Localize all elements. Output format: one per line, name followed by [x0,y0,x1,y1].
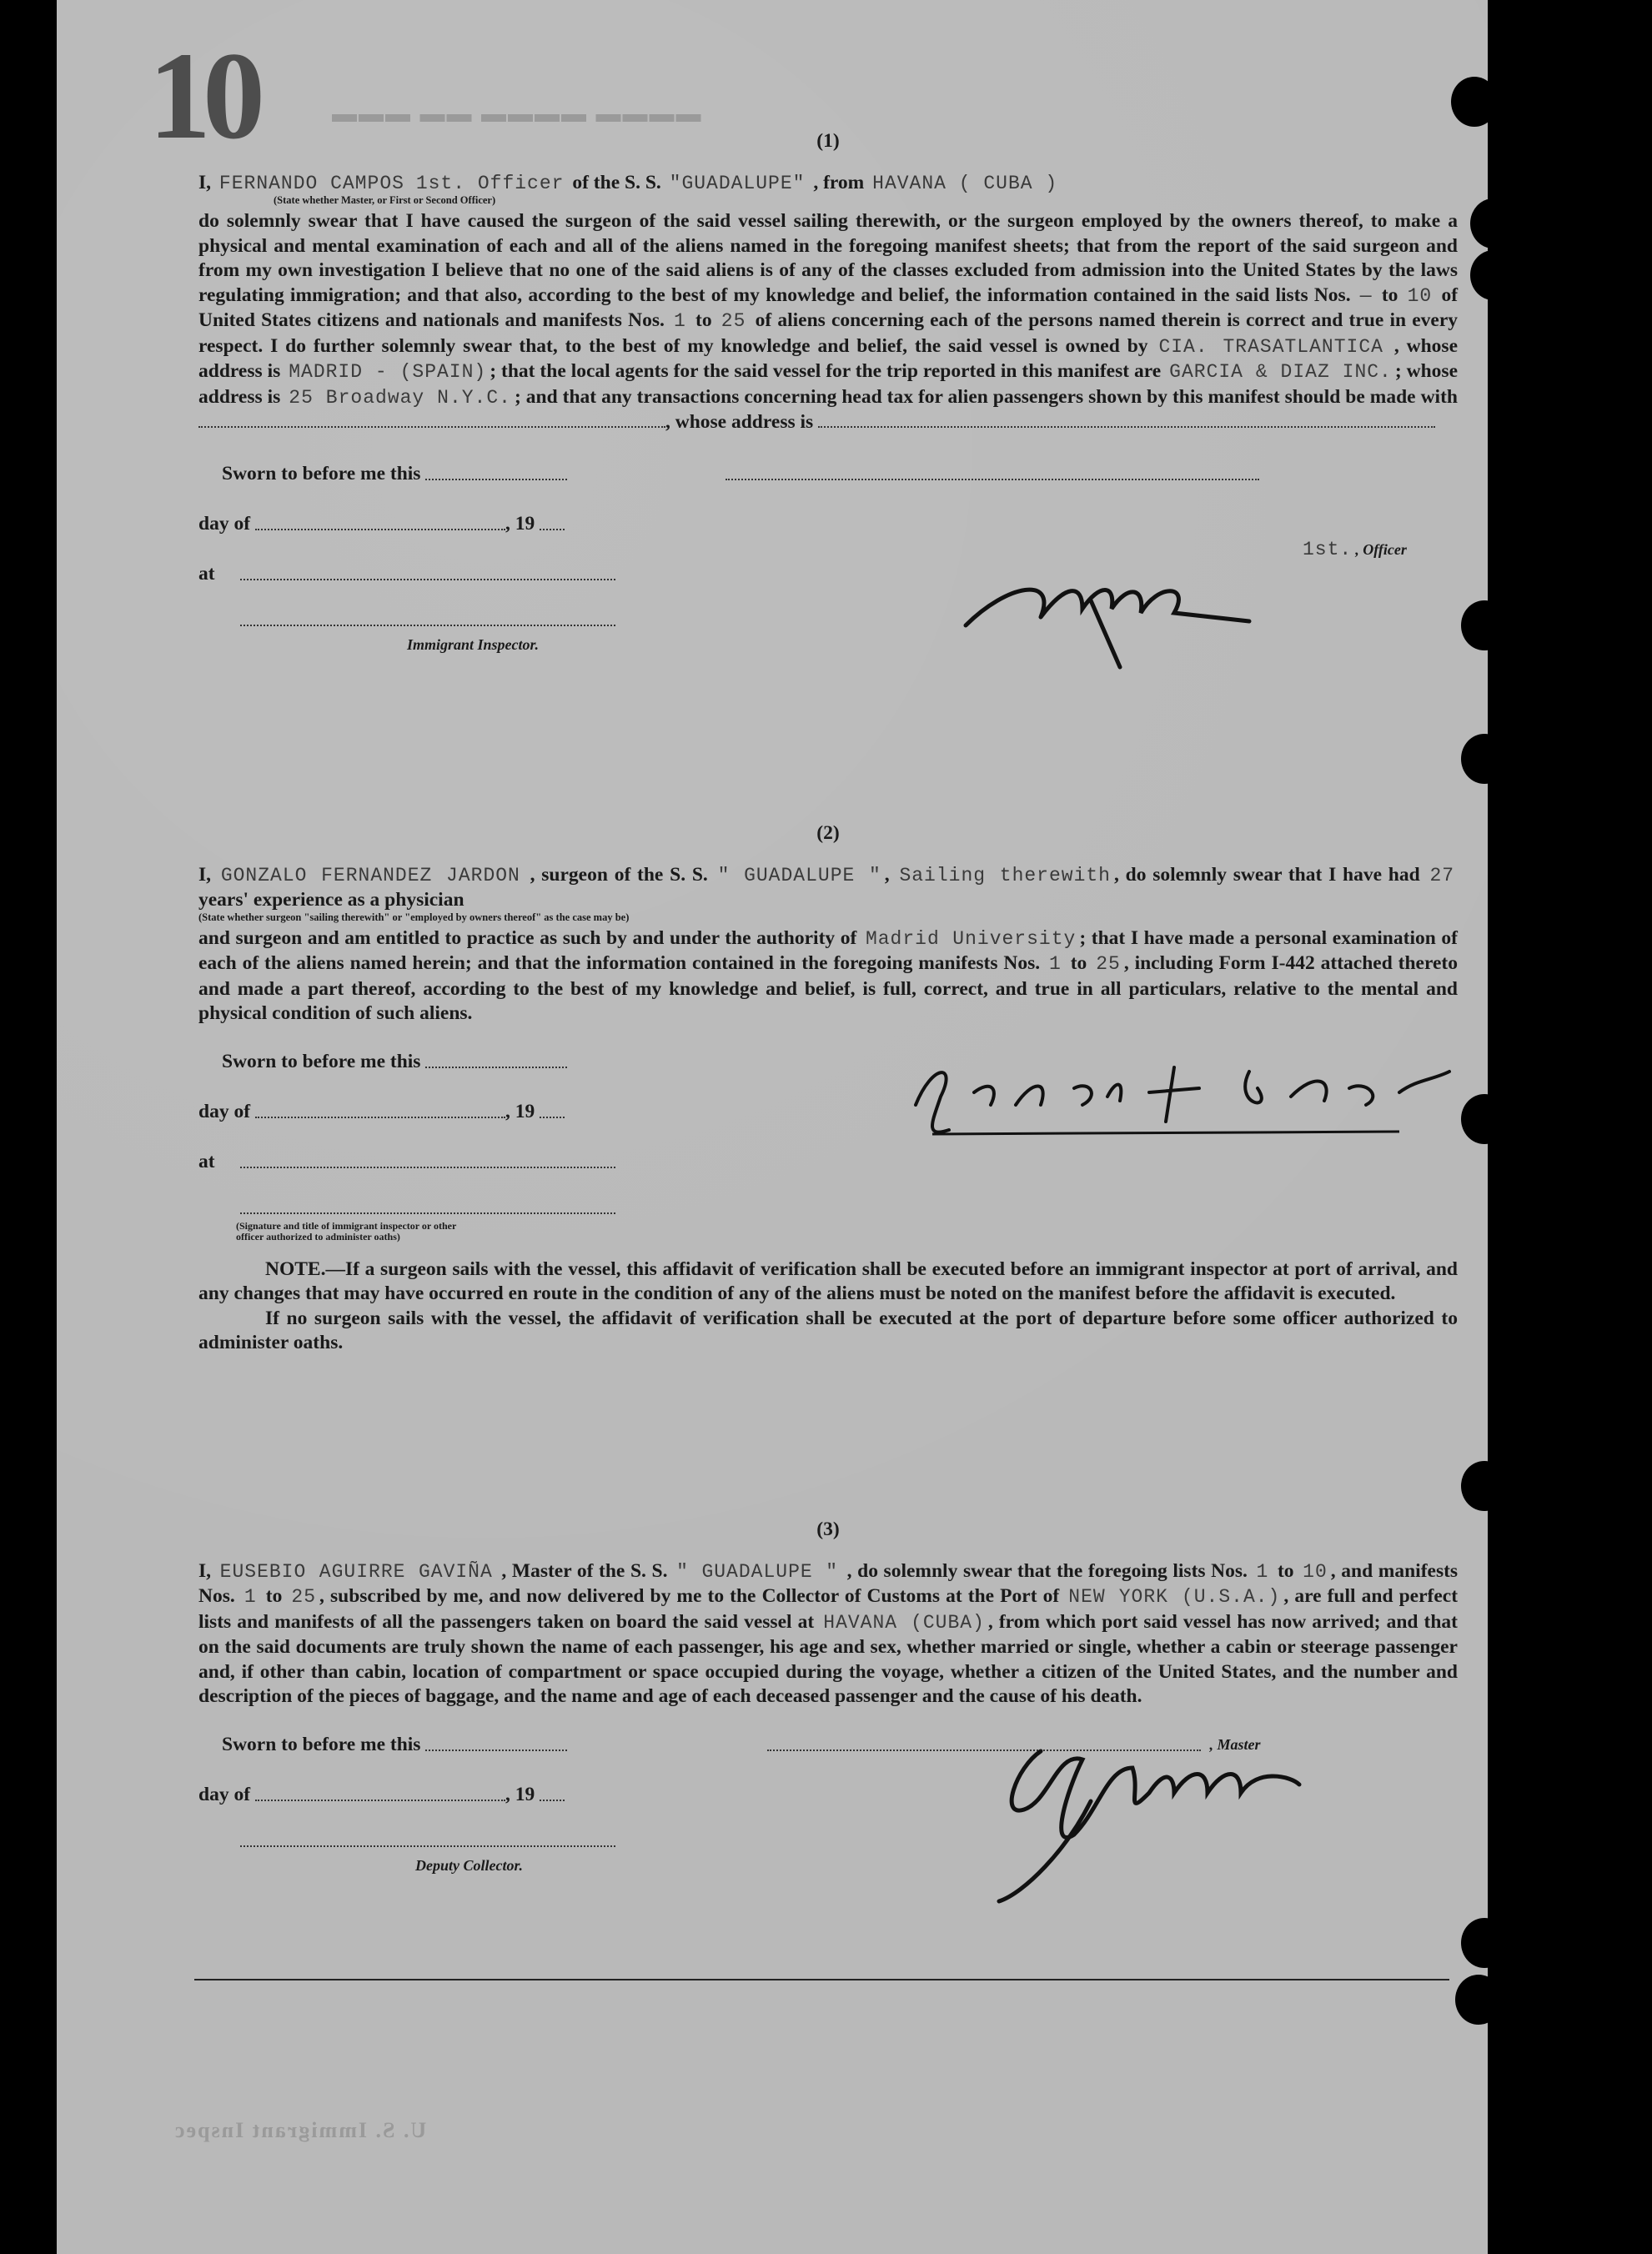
master-caption: , Master [1209,1736,1261,1753]
officer-oath-paragraph: I, FERNANDO CAMPOS 1st. Officer of the S. S. "GUADALUPE" , from HAVANA ( CUBA ) (State whether Master, or First or Second Officer) do solemnly swear that I have caused the surgeon of the said vessel sailing therewith, or the surgeon employed by the owners thereof, to make a physical and mental examination of each and all of the aliens named in the foregoing manifest sheets; that from the report of the said surgeon and from my own investigation I believe that no one of the said aliens is of any of the classes excluded from admission into the United States by the laws regulating immigration; and that also, according to the best of my knowledge and belief, the information contained in the said lists Nos. — to 10 of United States citizens and nationals and manifests Nos. 1 to 25 of aliens concerning each of the persons named therein is correct and true in every respect. I do further solemnly swear that, to the best of my knowledge and belief, the said vessel is owned by CIA. TRASATLANTICA , whose address is MADRID - (SPAIN) ; that the local agents for the said vessel for the trip reported in this manifest are GARCIA & DIAZ INC. ; whose address is 25 Broadway N.Y.C. ; and that any transactions concerning head tax for alien passengers shown by this manifest should be made with , whose address is [198,171,1459,433]
lists-to-field: 10 [1303,1560,1328,1583]
arrival-port-field: NEW YORK (U.S.A.) [1068,1586,1281,1608]
head-tax-blank [198,411,665,428]
officer-name-field: FERNANDO CAMPOS [218,172,404,194]
agents-field: GARCIA & DIAZ INC. [1169,361,1392,383]
collector-caption: Deputy Collector. [415,1856,523,1874]
years-experience-field: 27 [1429,864,1455,886]
punch-hole [1461,1094,1508,1144]
officer-sworn-block: Sworn to before me this day of , 19 at Immigrant Inspector. 1st. , Officer [198,454,1458,658]
punch-hole [1451,77,1498,127]
surgeon-sworn-block: Sworn to before me this day of , 19 at (Signature and title of immigrant inspector or other officer authorized to administer oaths) [198,1042,1458,1242]
section-number: (2) [816,822,840,844]
punch-hole [1461,600,1508,650]
ship-name-field: "GUADALUPE" [669,172,806,194]
ship-name-field: " GUADALUPE " [676,1560,839,1583]
manifests-to-field: 25 [721,310,746,332]
punch-hole [1455,1975,1502,2025]
punch-hole [1470,250,1517,300]
master-sworn-block: Sworn to before me this , Master day of , 19 Deputy Collector. [198,1724,1458,1879]
manifests-to-field: 25 [1096,953,1121,975]
lists-to-field: 10 [1407,284,1433,307]
authority-field: Madrid University [865,927,1077,950]
manifests-from-field: 1 [1049,953,1062,975]
punch-hole [1461,734,1508,784]
bleed-through-text: ▬▬▬ ▬▬ ▬▬▬▬ ▬▬▬▬ [332,100,703,128]
ship-name-field: " GUADALUPE " [717,864,881,886]
departure-port-field: HAVANA (CUBA) [823,1611,985,1634]
affidavit-officer [198,129,1458,657]
manifest-sheet [57,0,1488,2254]
manifests-from-field: 1 [674,310,686,332]
manifests-to-field: 25 [291,1586,317,1608]
surgeon-status-field: Sailing therewith [899,864,1111,886]
bleed-through-stamp: U. S. Immigrant Inspec [173,2118,427,2142]
signature-caption: (Signature and title of immigrant inspector or other officer authorized to administer oaths) [236,1219,457,1242]
officer-rank-field: 1st. Officer [415,172,565,194]
punch-hole [1470,198,1517,248]
head-tax-address-blank [818,411,1435,428]
punch-hole [1461,1461,1508,1511]
officer-signature [941,550,1258,675]
surgeon-name-field: GONZALO FERNANDEZ JARDON [220,864,520,886]
status-note: (State whether surgeon "sailing therewith" or "employed by owners thereof" as the case may be) [198,911,630,923]
section-number: (1) [816,130,840,152]
master-oath-paragraph: I, EUSEBIO AGUIRRE GAVIÑA , Master of the S. S. " GUADALUPE " , do solemnly swear that the foregoing lists Nos. 1 to 10 , and manifests Nos. 1 to 25 , subscribed by me, and now delivered by me to the Collector of Customs at the Port of NEW YORK (U.S.A.) , are full and perfect lists and manifests of all the passengers taken on board the said vessel at HAVANA (CUBA) , from which port said vessel has now arrived; and that on the said documents are truly shown the name of each passenger, his age and sex, whether married or single, whether a cabin or steerage passenger and, if other than cabin, location of compartment or space occupied during the voyage, whether a citizen of the United States, and the number and description of the pieces of baggage, and the name and age of each deceased passenger and the cause of his death. [198,1559,1459,1707]
owner-field: CIA. TRASATLANTICA [1158,335,1383,358]
surgeon-note-2: If no surgeon sails with the vessel, the affidavit of verification shall be executed at the port of departure before some officer authorized to administer oaths. [198,1307,1458,1353]
bottom-rule [194,1979,1449,1980]
agents-address-field: 25 Broadway N.Y.C. [289,386,511,409]
owner-address-field: MADRID - (SPAIN) [289,361,487,383]
surgeon-note: NOTE.—If a surgeon sails with the vessel, this affidavit of verification shall be executed before an immigrant inspector at port of arrival, and any changes that may have occurred en route in the condition of any of the aliens must be noted on the manifest before the affidavit is executed. [198,1258,1458,1304]
lists-from-field: — [1359,284,1373,307]
manifests-from-field: 1 [244,1586,257,1608]
rank-note: (State whether Master, or First or Second Officer) [274,194,496,206]
officer-title-line: 1st. , Officer [1303,538,1407,560]
surgeon-oath-paragraph: I, GONZALO FERNANDEZ JARDON , surgeon of the S. S. " GUADALUPE " , Sailing therewith , do solemnly swear that I have had 27 years' experience as a physician (State whether surgeon "sailing therewith" or "employed by owners thereof" as the case may be) and surgeon and am entitled to practice as such by and under the authority of Madrid University ; that I have made a personal examination of each of the aliens named herein; and that the information contained in the foregoing manifests Nos. 1 to 25 , including Form I-442 attached thereto and made a part thereof, according to the best of my knowledge and belief, is full, correct, and true in all particulars, relative to the mental and physical condition of such aliens. [198,863,1458,1024]
lists-from-field: 1 [1256,1560,1269,1583]
master-signature [966,1718,1333,1910]
departure-port-field: HAVANA ( CUBA ) [872,172,1058,194]
master-name-field: EUSEBIO AGUIRRE GAVIÑA [219,1560,493,1583]
inspector-caption: Immigrant Inspector. [407,635,540,653]
punch-hole [1461,1918,1508,1968]
surgeon-signature [899,1055,1499,1147]
page-number-stamp: 10 [148,27,257,165]
section-number: (3) [816,1519,840,1540]
